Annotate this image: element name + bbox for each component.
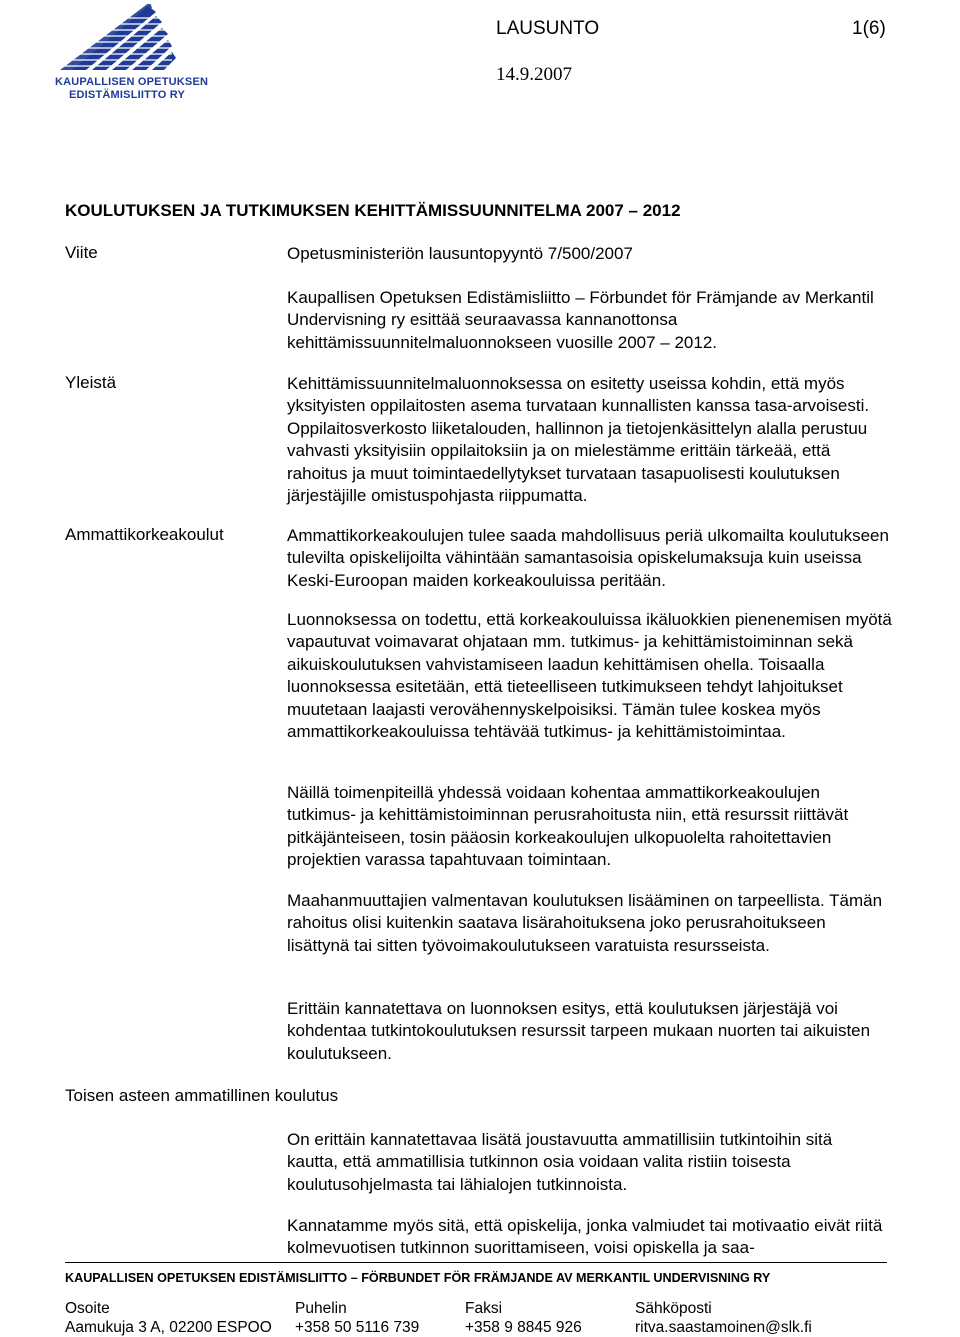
amk-paragraph-4: Maahanmuuttajien valmentavan koulutuksen lisääminen on tarpeellista. Tämän rahoitus olisi kuitenkin saatava lisärahoituksena joko perusrahoitukseen lisättynä tai sitten työvoimakoulutukseen varatuista resursseista. xyxy=(287,891,883,955)
intro-paragraph: Kaupallisen Opetuksen Edistämisliitto – Förbundet för Främjande av Merkantil Undervisning ry esittää seuraavassa kannanottonsa kehittämissuunnitelmaluonnokseen vuosille 2007 – 2012. xyxy=(287,288,874,352)
toisen-asteen-label: Toisen asteen ammatillinen koulutus xyxy=(65,1086,339,1105)
footer-email xyxy=(635,1299,812,1337)
fax-label: Faksi xyxy=(465,1300,503,1317)
page-number: 1(6) xyxy=(852,18,886,39)
amk-paragraph-1: Ammattikorkeakoulujen tulee saada mahdollisuus periä ulkomailta koulutukseen tulevilta opiskelijoilta vähintään samantasoisia opiskelumaksuja kuin useissa Keski-Euroopan maiden korkeakouluissa peritään. xyxy=(287,526,889,590)
logo-text-line1: KAUPALLISEN OPETUKSEN xyxy=(55,76,209,88)
email-value[interactable]: ritva.saastamoinen@slk.fi xyxy=(635,1319,812,1336)
amk-paragraph-5: Erittäin kannatettava on luonnoksen esitys, että koulutuksen järjestäjä voi kohdentaa tutkintokoulutuksen resurssit tarpeen mukaan nuorten tai aikuisten koulutukseen. xyxy=(287,999,871,1063)
footer-divider xyxy=(65,1262,887,1263)
footer-fax xyxy=(465,1299,582,1337)
logo-text xyxy=(55,76,208,102)
footer-organization: KAUPALLISEN OPETUKSEN EDISTÄMISLIITTO – FÖRBUNDET FÖR FRÄMJANDE AV MERKANTIL UNDERVISNING RY xyxy=(65,1271,771,1285)
amk-paragraph-2: Luonnoksessa on todettu, että korkeakouluissa ikäluokkien pienenemisen myötä vapautuvat voimavarat ohjataan mm. tutkimus- ja kehittämistoiminnan sekä aikuiskoulutuksen vahvistamiseen laadun kehittämisen ohella. Toisaalla luonnoksessa esitetään, että tieteelliseen tutkimukseen tehdyt lahjoitukset muutetaan laajasti verovähennyskelpoisiksi. Tämän tulee koskea myös ammattikorkeakouluissa tehtävää tutkimus- ja kehittämistoimintaa. xyxy=(287,610,892,742)
yleista-label: Yleistä xyxy=(65,373,117,392)
viite-text: Opetusministeriön lausuntopyyntö 7/500/2007 xyxy=(287,244,633,263)
fax-value: +358 9 8845 926 xyxy=(465,1319,582,1336)
document-type: LAUSUNTO xyxy=(496,18,600,39)
logo-text-line2: EDISTÄMISLIITTO RY xyxy=(69,89,186,101)
toisen-paragraph-1: On erittäin kannatettavaa lisätä joustavuutta ammatillisiin tutkintoihin sitä kautta, että ammatillisia tutkinnon osia voidaan valita ristiin toisesta koulutusohjelmasta tai lähialojen tutkinnoista. xyxy=(287,1130,833,1194)
address-label: Osoite xyxy=(65,1300,110,1317)
footer-address xyxy=(65,1299,272,1337)
viite-label: Viite xyxy=(65,243,98,262)
yleista-paragraph: Kehittämissuunnitelmaluonnoksessa on esitetty useissa kohdin, että myös yksityisten oppilaitosten asema turvataan kunnallisten kanssa tasa-arvoisesti. Oppilaitosverkosto liiketalouden, hallinnon ja tietojenkäsittelyn alalla perustuu vahvasti yksityisiin oppilaitoksiin ja on mielestämme erittäin tärkeää, että rahoitus ja muut toimintaedellytykset turvataan tasapuolisesti koulutuksen järjestäjille omistuspohjasta riippumatta. xyxy=(287,374,870,506)
email-label: Sähköposti xyxy=(635,1300,712,1317)
phone-label: Puhelin xyxy=(295,1300,347,1317)
toisen-paragraph-2: Kannatamme myös sitä, että opiskelija, jonka valmiudet tai motivaatio eivät riitä kolmevuotisen tutkinnon suorittamiseen, voisi opiskella ja saa- xyxy=(287,1216,883,1258)
footer-phone xyxy=(295,1299,419,1337)
ammattikorkeakoulut-label: Ammattikorkeakoulut xyxy=(65,525,224,544)
amk-paragraph-3: Näillä toimenpiteillä yhdessä voidaan kohentaa ammattikorkeakoulujen tutkimus- ja kehittämistoiminnan perusrahoitusta niin, että resurssit riittävät pitkäjänteiseen, tosin pääosin korkeakoulujen ulkopuolelta rahoitettavien projektien varassa tapahtuvaan toimintaan. xyxy=(287,783,849,870)
document-title: KOULUTUKSEN JA TUTKIMUKSEN KEHITTÄMISSUUNNITELMA 2007 – 2012 xyxy=(65,201,681,220)
phone-value: +358 50 5116 739 xyxy=(295,1319,420,1336)
document-date: 14.9.2007 xyxy=(496,64,572,85)
address-value: Aamukuja 3 A, 02200 ESPOO xyxy=(65,1319,272,1336)
